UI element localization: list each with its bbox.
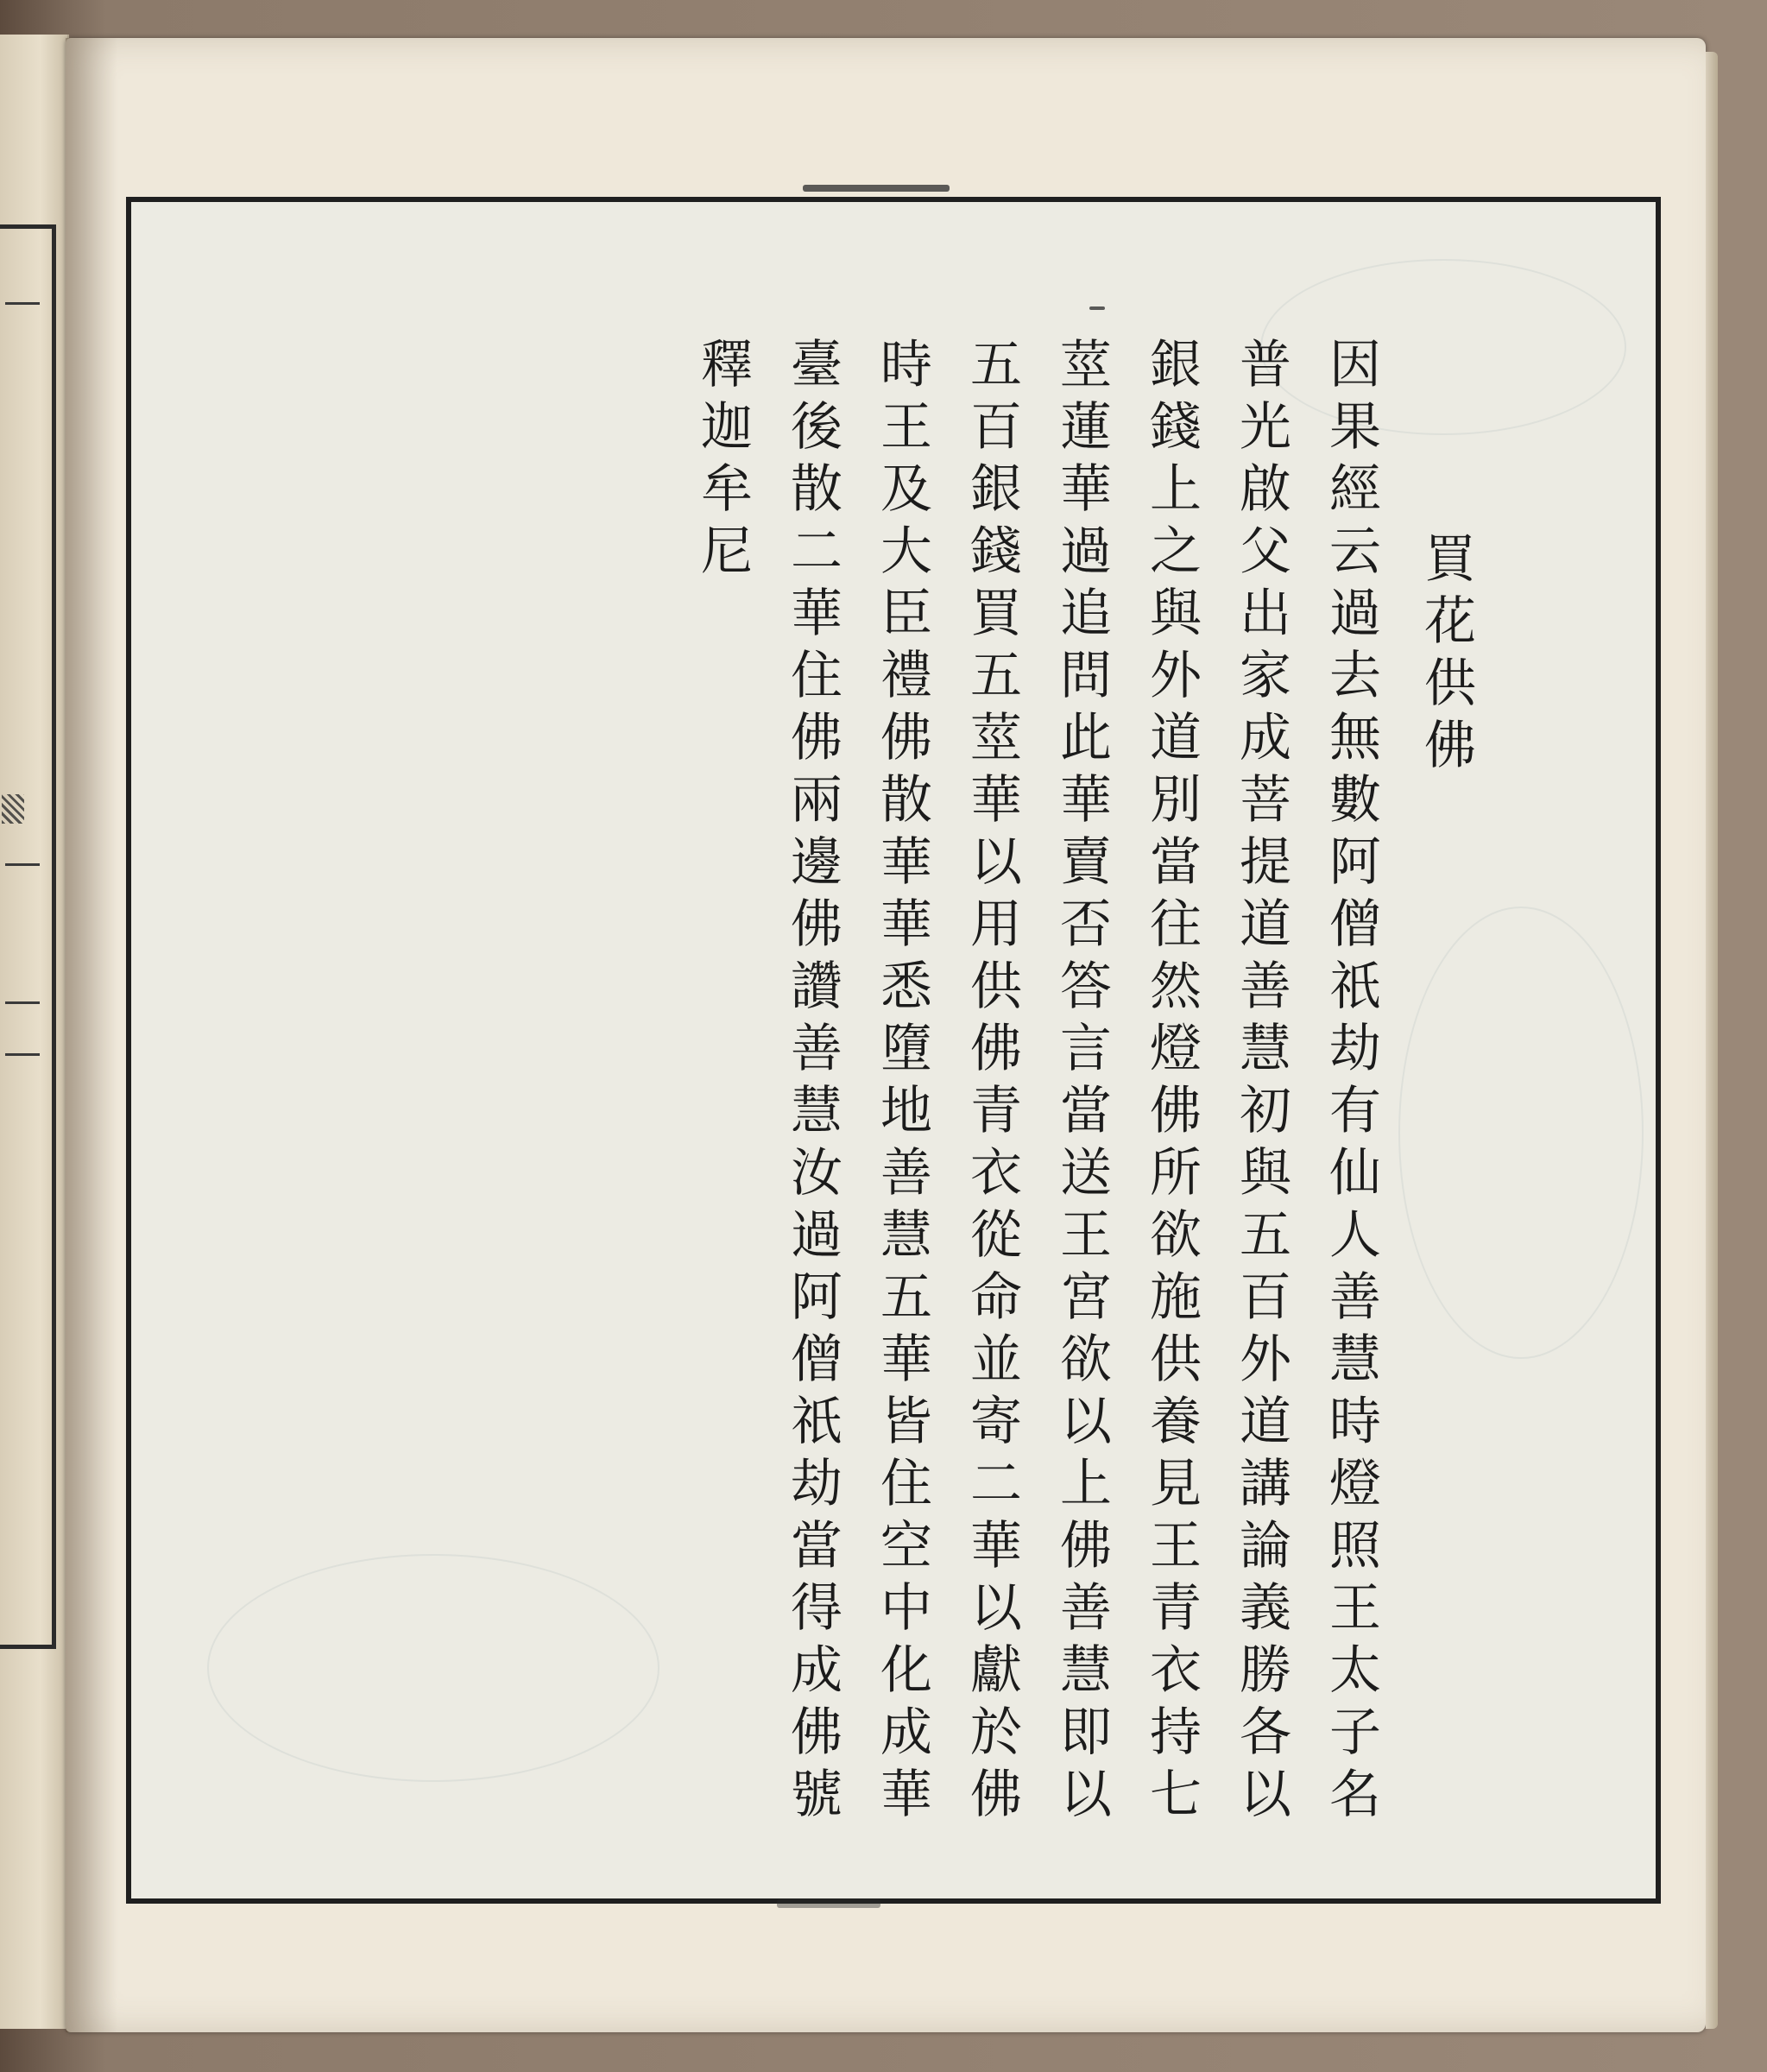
previous-page-mark xyxy=(5,302,40,305)
gutter-shadow xyxy=(66,38,117,2032)
text-column: 臺後散二華住佛兩邊佛讚善慧汝過阿僧祇劫當得成佛號 xyxy=(782,337,842,1829)
text-column: 五百銀錢買五莖華以用供佛青衣從命並寄二華以獻於佛 xyxy=(962,337,1022,1829)
previous-page-edge xyxy=(0,35,69,2029)
previous-page-mark xyxy=(5,1001,40,1004)
section-title: 買花供佛 xyxy=(1416,531,1476,780)
text-column: 普光啟父出家成菩提道善慧初與五百外道講論義勝各以 xyxy=(1231,337,1291,1829)
text-column: 時王及大臣禮佛散華華悉墮地善慧五華皆住空中化成華 xyxy=(872,337,932,1829)
page-fore-edge xyxy=(1706,52,1718,2029)
text-column: 釋迦牟尼 xyxy=(692,337,753,585)
previous-page-mark xyxy=(5,1053,40,1056)
text-column: 因果經云過去無數阿僧祇劫有仙人善慧時燈照王太子名 xyxy=(1321,337,1381,1829)
text-column: 莖蓮華過追問此華賣否答言當送王宮欲以上佛善慧即以 xyxy=(1051,337,1112,1829)
previous-page-border xyxy=(0,224,56,1649)
text-column: 銀錢上之與外道別當往然燈佛所欲施供養見王青衣持七 xyxy=(1141,337,1202,1829)
main-text xyxy=(678,337,1491,1829)
previous-page-mark xyxy=(5,863,40,866)
ink-smudge xyxy=(803,185,950,192)
ink-smudge xyxy=(1089,306,1105,310)
ink-smudge xyxy=(777,1899,880,1908)
previous-page-ornament xyxy=(2,794,24,824)
